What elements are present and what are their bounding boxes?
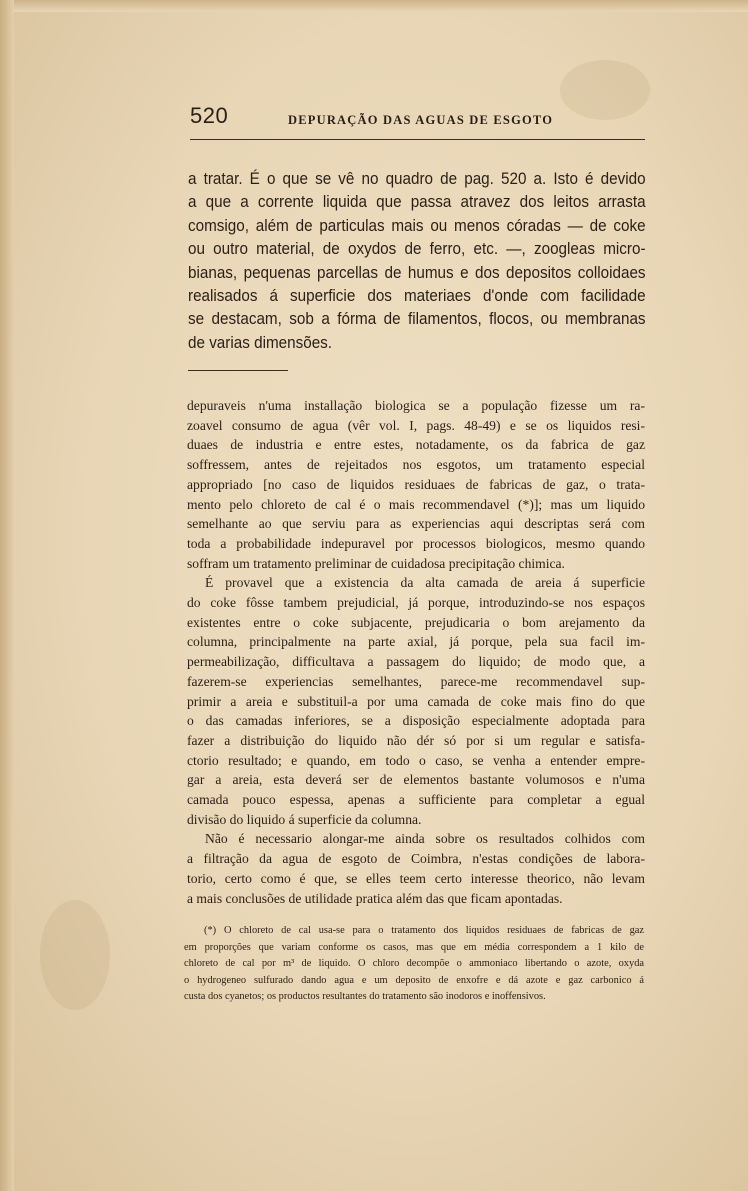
text-line: fazer a distribuição do liquido não dér só por si um regular e satisfa- <box>187 732 645 748</box>
text-line: depuraveis n'uma installação biologica se a população fizesse um ra- <box>187 398 645 413</box>
page-edge-left <box>0 0 14 1191</box>
footnote-line: (*) O chloreto de cal usa-se para o tratamento dos liquidos residuaes de fabricas de gaz <box>204 925 644 936</box>
main-paragraph <box>188 168 646 355</box>
page-edge-top <box>0 0 748 12</box>
page-number: 520 <box>190 103 229 128</box>
text-line: divisão do liquido á superficie da columna. <box>187 811 422 827</box>
text-line: columna, principalmente na parte axial, já porque, pela sua facil im- <box>187 634 645 650</box>
footnote-line: chloreto de cal por m³ de liquido. O chloro decompõe o ammoniaco libertando o azote, oxyda <box>184 958 644 969</box>
text-line: o das camadas inferiores, se a disposição especialmente adoptada para <box>187 713 645 729</box>
text-line: bianas, pequenas parcellas de humus e dos depositos colloidaes <box>188 263 646 282</box>
text-line: existentes entre o coke subjacente, prejudicaria o bom arejamento da <box>187 614 645 630</box>
text-line: soffressem, antes de rejeitados nos esgotos, um tratamento especial <box>187 457 645 473</box>
footnote <box>184 923 644 1006</box>
text-line: se destacam, sob a fórma de filamentos, flocos, ou membranas <box>188 310 646 329</box>
paper-stain <box>40 900 110 1010</box>
text-line: primir a areia e substituil-a por uma camada de coke mais fino do que <box>187 693 645 709</box>
text-line: realisados á superficie dos materiaes d'onde com facilidade <box>188 287 646 306</box>
text-line: a que a corrente liquida que passa atravez dos leitos arrasta <box>188 193 646 212</box>
page-header <box>190 103 645 140</box>
footnote-line: em proporções que variam conforme os casos, mas que em média correspondem a 1 kilo de <box>184 941 644 953</box>
section-divider <box>188 370 288 371</box>
text-line: mento pelo chloreto de cal é o mais recommendavel (*)]; mas um liquido <box>187 496 645 512</box>
body-text <box>187 396 645 908</box>
text-line: permeabilização, difficultava a passagem do liquido; de modo que, a <box>187 654 645 670</box>
footnote-line: o hydrogeneo sulfurado dando agua e um deposito de enxofre e dá azote e gaz carbonico á <box>184 974 644 986</box>
text-line: Não é necessario alongar-me ainda sobre os resultados colhidos com <box>205 831 645 847</box>
running-title: DEPURAÇÃO DAS AGUAS DE ESGOTO <box>288 113 554 127</box>
text-line: a filtração da agua de esgoto de Coimbra, n'estas condições de labora- <box>187 851 645 867</box>
text-line: do coke fôsse tambem prejudicial, já porque, introduzindo-se nos espaços <box>187 595 645 611</box>
text-line: a mais conclusões de utilidade pratica além das que ficam apontadas. <box>187 890 563 906</box>
text-line: soffram um tratamento preliminar de cuidadosa precipitação chimica. <box>187 555 565 571</box>
text-line: camada pouco espessa, apenas a sufficiente para completar a egual <box>187 792 645 808</box>
text-line: duaes de industria e entre estes, notadamente, os da fabrica de gaz <box>187 437 645 453</box>
text-line: a tratar. É o que se vê no quadro de pag. 520 a. Isto é devido <box>188 170 646 188</box>
text-line: ou outro material, de oxydos de ferro, etc. —, zoogleas micro- <box>188 240 646 259</box>
text-line: appropriado [no caso de liquidos residuaes de fabricas de gaz, o trata- <box>187 476 645 492</box>
footnote-line: custa dos cyanetos; os productos resultantes do tratamento são inodoros e inoffensivos. <box>184 991 546 1002</box>
text-line: semelhante ao que serviu para as experiencias aqui descriptas será com <box>187 516 645 532</box>
text-line: toda a probabilidade indepuravel por processos biologicos, mesmo quando <box>187 535 645 551</box>
text-line: gar a areia, esta deverá ser de elementos bastante volumosos e n'uma <box>187 772 645 788</box>
text-line: de varias dimensões. <box>188 333 333 352</box>
text-line: ctorio resultado; e quando, em todo o caso, se venha a entender empre- <box>187 752 645 768</box>
text-line: fazerem-se experiencias semelhantes, parece-me recommendavel sup- <box>187 673 645 689</box>
text-line: É provavel que a existencia da alta camada de areia á superficie <box>205 575 645 591</box>
text-line: zoavel consumo de agua (vêr vol. I, pags. 48-49) e se os liquidos resi- <box>187 417 645 433</box>
text-line: comsigo, além de particulas mais ou menos córadas — de coke <box>188 216 646 235</box>
text-line: torio, certo como é que, se elles teem certo interesse theorico, não levam <box>187 870 645 886</box>
